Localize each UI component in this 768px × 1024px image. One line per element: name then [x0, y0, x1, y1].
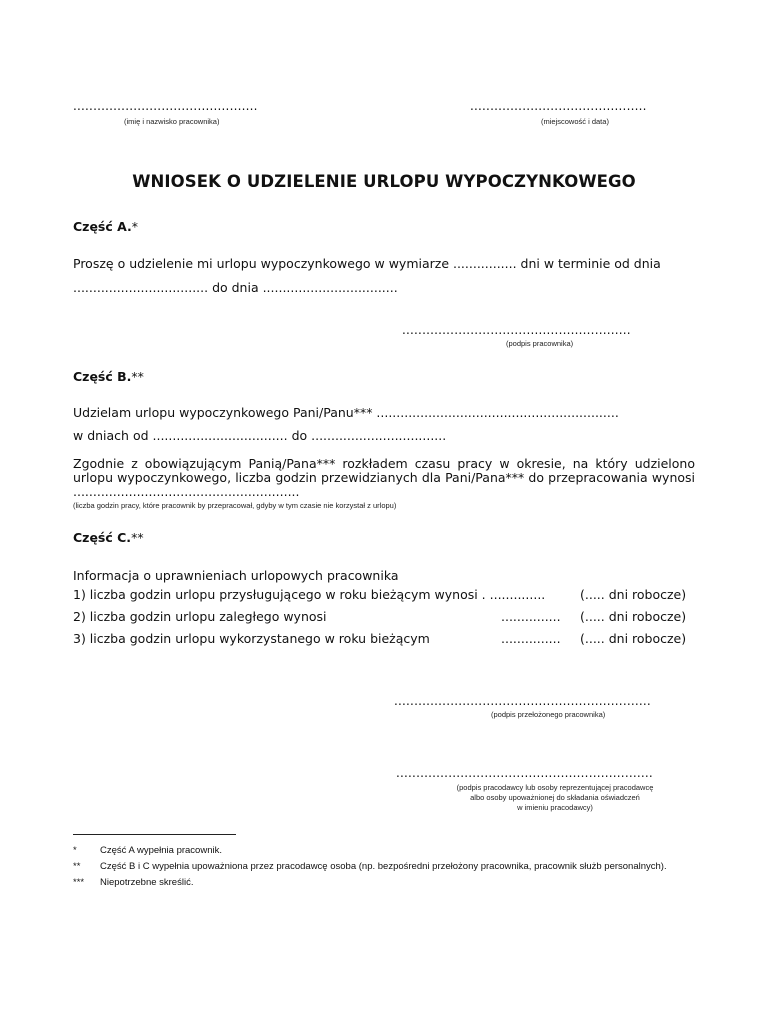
- part-c-heading: [73, 530, 144, 545]
- employer-signature-caption-3: w imieniu pracodawcy): [517, 803, 593, 812]
- footnote-2-mark: **: [73, 861, 81, 872]
- part-c-heading-text: Część C.: [73, 530, 132, 545]
- place-date-field[interactable]: ............................................: [470, 99, 647, 113]
- entitled-hours-row[interactable]: [73, 587, 545, 602]
- part-a-request-line[interactable]: Proszę o udzielenie mi urlopu wypoczynkowego w wymiarze ................ dni w terminie od dnia: [73, 256, 661, 271]
- used-hours-label: 3) liczba godzin urlopu wykorzystanego w roku bieżącym: [73, 631, 430, 646]
- supervisor-signature-field[interactable]: ................................................................: [394, 694, 651, 708]
- part-a-heading-mark: *: [131, 219, 139, 234]
- employee-signature-field[interactable]: .........................................................: [402, 323, 631, 337]
- employer-signature-caption-1: (podpis pracodawcy lub osoby reprezentującej pracodawcę: [456, 783, 654, 792]
- overdue-hours-label: 2) liczba godzin urlopu zaległego wynosi: [73, 609, 327, 624]
- employee-name-caption: (imię i nazwisko pracownika): [124, 117, 220, 126]
- footnote-1-mark: *: [73, 845, 77, 856]
- footnote-3-text: Niepotrzebne skreślić.: [100, 877, 194, 888]
- part-b-grant-line[interactable]: Udzielam urlopu wypoczynkowego Pani/Panu*** .............................................................: [73, 405, 619, 420]
- part-a-heading-text: Część A.: [73, 219, 132, 234]
- part-a-dates-line[interactable]: .................................. do dnia ..................................: [73, 280, 398, 295]
- overdue-days-value[interactable]: (..... dni robocze): [580, 609, 687, 624]
- part-b-heading: [73, 369, 144, 384]
- used-days-value[interactable]: (..... dni robocze): [580, 631, 687, 646]
- entitled-hours-label: 1) liczba godzin urlopu przysługującego w roku bieżącym wynosi . ..............: [73, 587, 546, 602]
- part-b-hours-paragraph[interactable]: Zgodnie z obowiązującym Panią/Pana*** rozkładem czasu pracy w okresie, na który udzielono urlopu wypoczynkowego, liczba godzin przewidzianych dla Pani/Pana*** do przepracowania wynosi .........................................................: [73, 456, 695, 499]
- part-b-hours-caption: (liczba godzin pracy, które pracownik by przepracował, gdyby w tym czasie nie korzystał z urlopu): [73, 501, 397, 510]
- part-a-heading: [73, 219, 138, 234]
- footnote-2-text: Część B i C wypełnia upoważniona przez pracodawcę osoba (np. bezpośredni przełożony pracownika, pracownik służb personalnych).: [100, 861, 667, 872]
- footnote-3-mark: ***: [73, 877, 85, 888]
- footnote-1-text: Część A wypełnia pracownik.: [100, 845, 222, 856]
- employee-signature-caption: (podpis pracownika): [506, 339, 574, 348]
- footnote-2: [73, 861, 667, 872]
- entitled-days-value[interactable]: (..... dni robocze): [580, 587, 687, 602]
- footnote-1: [73, 845, 222, 856]
- footnote-3: [73, 877, 193, 888]
- employer-signature-field[interactable]: ................................................................: [396, 766, 653, 780]
- part-b-dates-line[interactable]: w dniach od .................................. do ..................................: [73, 428, 447, 443]
- part-b-heading-text: Część B.: [73, 369, 132, 384]
- document-title: WNIOSEK O UDZIELENIE URLOPU WYPOCZYNKOWEGO: [132, 172, 636, 191]
- supervisor-signature-caption: (podpis przełożonego pracownika): [491, 710, 606, 719]
- part-b-heading-mark: **: [131, 369, 144, 384]
- part-c-heading-mark: **: [131, 530, 144, 545]
- employer-signature-caption-2: albo osoby upoważnionej do składania oświadczeń: [470, 793, 640, 802]
- part-c-intro: Informacja o uprawnieniach urlopowych pracownika: [73, 568, 399, 583]
- overdue-hours-field[interactable]: ...............: [501, 609, 561, 624]
- employee-name-field[interactable]: ..............................................: [73, 99, 258, 113]
- used-hours-field[interactable]: ...............: [501, 631, 561, 646]
- place-date-caption: (miejscowość i data): [541, 117, 609, 126]
- footnote-separator: [73, 834, 236, 835]
